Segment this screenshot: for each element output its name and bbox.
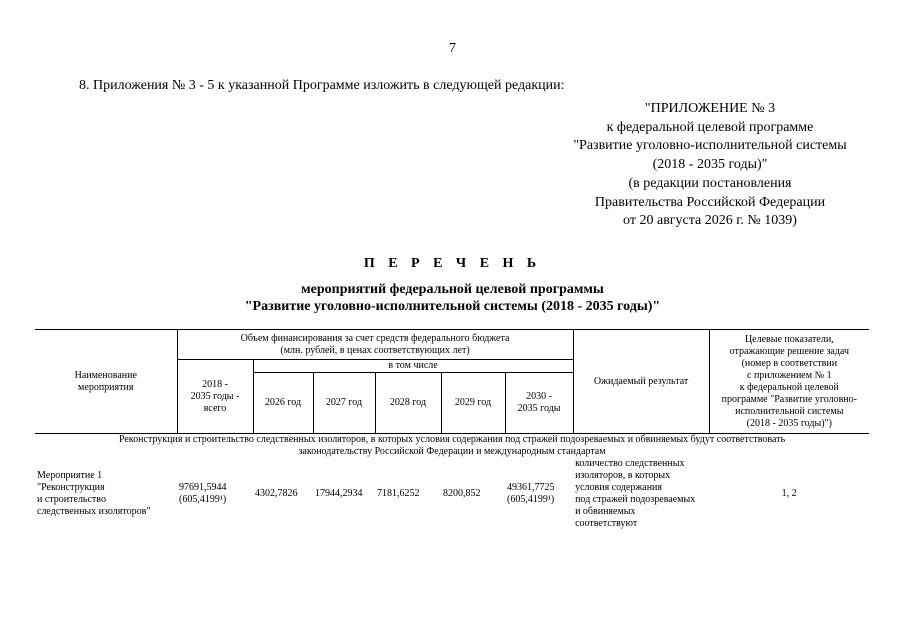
subtitle-line: "Развитие уголовно-исполнительной системы (2018 - 2035 годы)" [244,299,661,314]
col-header-2030-2035: 2030 - 2035 годы [505,373,573,434]
cell-result: количество следственных изоляторов, в которых условия содержания под стражей подозреваемых и обвиняемых соответствуют [575,458,696,529]
col-header-result: Ожидаемый результат [573,330,709,434]
col-header-2029: 2029 год [441,373,505,434]
col-header-including: в том числе [253,360,573,373]
col-header-2028: 2028 год [375,373,441,434]
col-header-total: 2018 - 2035 годы - всего [177,360,253,434]
cell-2027: 17944,2934 [315,488,363,499]
appendix-line: от 20 августа 2026 г. № 1039) [623,213,797,229]
appendix-line: к федеральной целевой программе [606,119,814,135]
appendix-line: (в редакции постановления [628,175,792,191]
cell-name: Мероприятие 1 "Реконструкция и строительство следственных изоляторов" [37,470,151,517]
document-title: П Е Р Е Ч Е Н Ь [363,256,542,271]
measures-table [35,329,869,530]
cell-2029: 8200,852 [443,488,481,499]
appendix-line: "Развитие уголовно-исполнительной системы [573,138,847,154]
document-subtitle [0,281,905,315]
appendix-line: Правительства Российской Федерации [594,194,826,210]
page-number: 7 [449,41,456,56]
appendix-line: "ПРИЛОЖЕНИЕ № 3 [644,101,776,116]
col-header-2027: 2027 год [313,373,375,434]
cell-indicators: 1, 2 [781,488,797,499]
table-row [35,458,869,530]
col-header-2026: 2026 год [253,373,313,434]
col-header-name: Наименование мероприятия [35,330,177,434]
cell-total: 97691,5944 (605,4199¹) [179,482,227,505]
section-heading: Реконструкция и строительство следственных изоляторов, в которых условия содержания под стражей подозреваемых и обвиняемых будут соответствовать законодательству Российской Федерации и международным стандартам [118,434,786,457]
cell-2026: 4302,7826 [255,488,298,499]
appendix-line: (2018 - 2035 годы)" [652,157,768,173]
cell-2028: 7181,6252 [377,488,420,499]
col-header-indicators: Целевые показатели, отражающие решение задач (номер в соответствии с приложением № 1 к федеральной целевой программе "Развитие уголовно- исполнительной системы (2018 - 2035 годы)") [709,330,869,434]
appendix-header [560,100,860,231]
cell-2030-2035: 49361,7725 (605,4199¹) [507,482,555,505]
intro-paragraph: 8. Приложения № 3 - 5 к указанной Программе изложить в следующей редакции: [79,78,565,93]
col-header-funding: Объем финансирования за счет средств федерального бюджета (млн. рублей, в ценах соответствующих лет) [177,330,573,360]
subtitle-line: мероприятий федеральной целевой программы [301,282,604,297]
